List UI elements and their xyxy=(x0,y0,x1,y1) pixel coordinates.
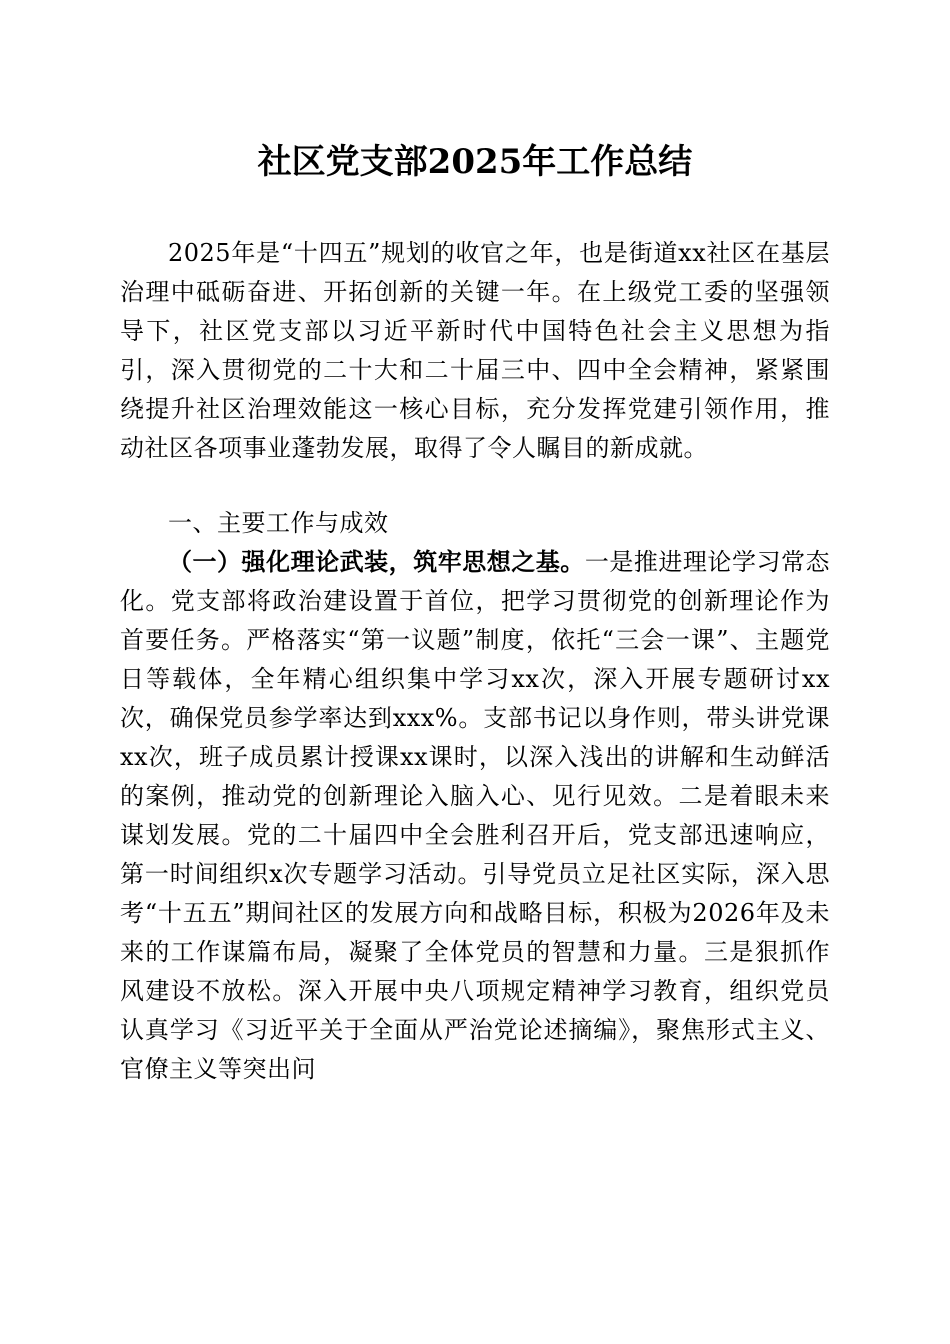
section-1-paragraph xyxy=(120,543,830,1089)
document-title: 社区党支部2025年工作总结 xyxy=(257,142,693,182)
section-1-subheading: （一）强化理论武装，筑牢思想之基。 xyxy=(168,548,585,576)
section-1-text: 一是推进理论学习常态化。党支部将政治建设置于首位，把学习贯彻党的创新理论作为首要任务。严格落实“第一议题”制度，依托“三会一课”、主题党日等载体，全年精心组织集中学习xx次，深入开展专题研讨xx次，确保党员参学率达到xxx%。支部书记以身作则，带头讲党课xx次，班子成员累计授课xx课时，以深入浅出的讲解和生动鲜活的案例，推动党的创新理论入脑入心、见行见效。二是着眼未来谋划发展。党的二十届四中全会胜利召开后，党支部迅速响应，第一时间组织x次专题学习活动。引导党员立足社区实际，深入思考“十五五”期间社区的发展方向和战略目标，积极为2026年及未来的工作谋篇布局，凝聚了全体党员的智慧和力量。三是狠抓作风建设不放松。深入开展中央八项规定精神学习教育，组织党员认真学习《习近平关于全面从严治党论述摘编》，聚焦形式主义、官僚主义等突出问 xyxy=(120,548,831,1083)
section-heading-1: 一、主要工作与成效 xyxy=(168,509,389,537)
intro-paragraph: 2025年是“十四五”规划的收官之年，也是街道xx社区在基层治理中砥砺奋进、开拓创新的关键一年。在上级党工委的坚强领导下，社区党支部以习近平新时代中国特色社会主义思想为指引，深入贯彻党的二十大和二十届三中、四中全会精神，紧紧围绕提升社区治理效能这一核心目标，充分发挥党建引领作用，推动社区各项事业蓬勃发展，取得了令人瞩目的新成就。 xyxy=(120,239,830,462)
